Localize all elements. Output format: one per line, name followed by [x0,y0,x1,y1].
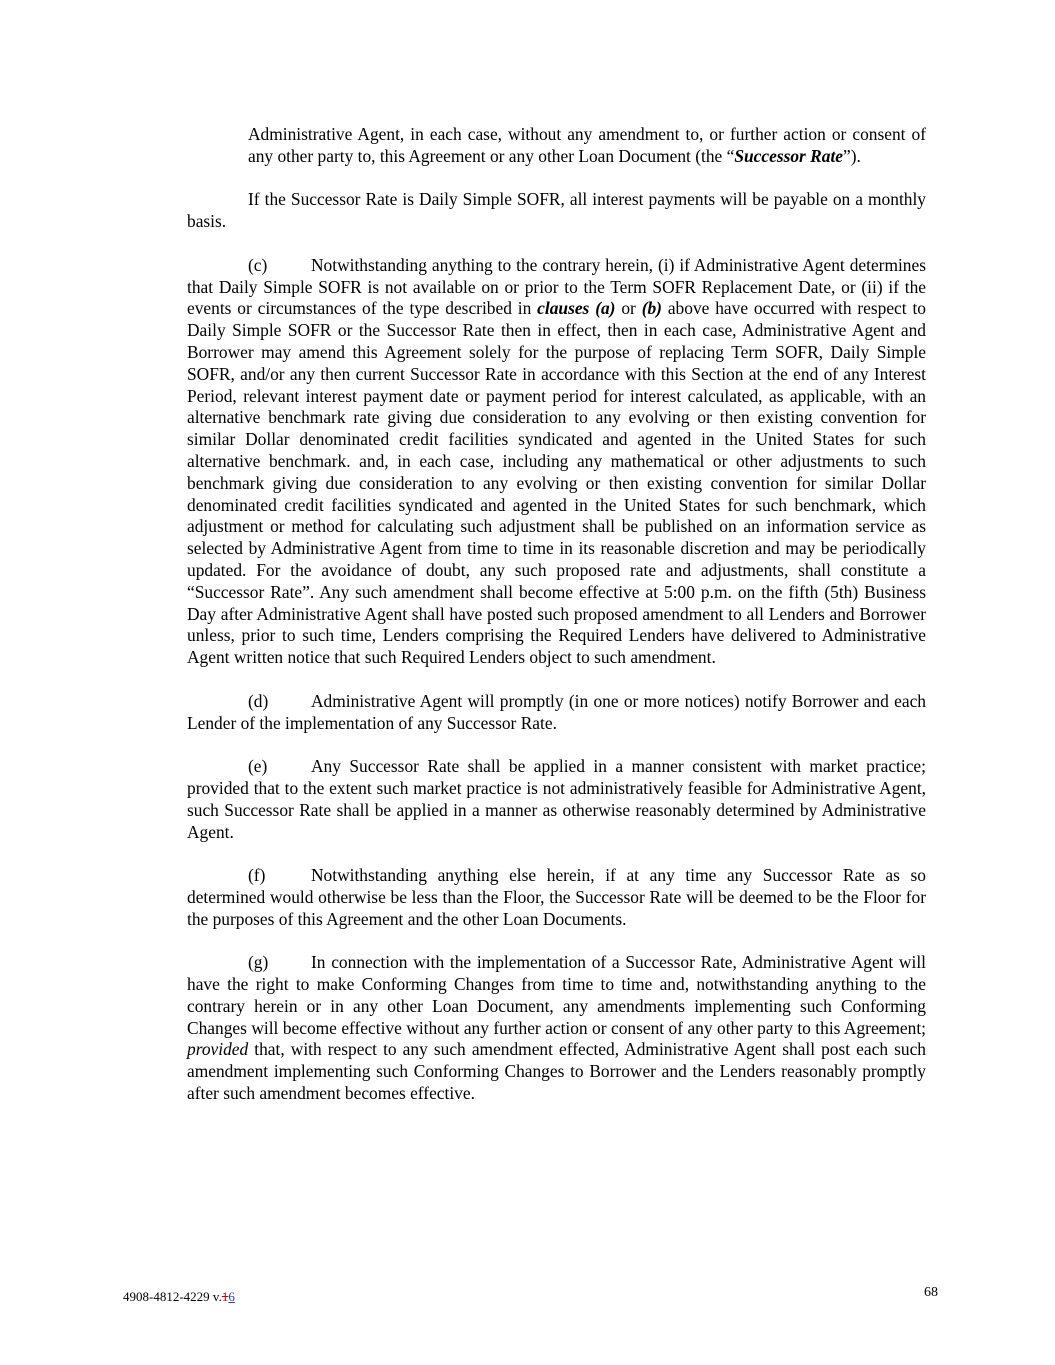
paragraph-text: Administrative Agent will promptly (in one or more notices) notify Borrower and each Lender of the implementation of any Successor Rate. [187,690,926,733]
document-body [187,124,926,1105]
inserted-version: 6 [228,1289,235,1304]
proviso-term: provided [187,1039,249,1060]
paragraph-text: Notwithstanding anything to the contrary herein, (i) if Administrative Agent determines that Daily Simple SOFR is not available on or prior to the Term SOFR Replacement Date, or (ii) if the events or circumstances of the type described in [187,254,926,319]
clause-label: (g) [248,952,269,973]
paragraph-text: above have occurred with respect to Daily Simple SOFR or the Successor Rate then in effect, then in each case, Administrative Agent and Borrower may amend this Agreement solely for the purpose of replacing Term SOFR, Daily Simple SOFR, and/or any then current Successor Rate in accordance with this Section at the end of any Interest Period, relevant interest payment date or payment period for interest calculated, as applicable, with an alternative benchmark rate giving due consideration to any evolving or then existing convention for similar Dollar denominated credit facilities syndicated and agented in the United States for such alternative benchmark. and, in each case, including any mathematical or other adjustments to such benchmark giving due consideration to any evolving or then existing convention for similar Dollar denominated credit facilities syndicated and agented in the United States for such benchmark, which adjustment or method for calculating such adjustment shall be published on an information service as selected by Administrative Agent from time to time in its reasonable discretion and may be periodically updated. For the avoidance of doubt, any such proposed rate and adjustments, shall constitute a “Successor Rate”. Any such amendment shall become effective at 5:00 p.m. on the fifth (5th) Business Day after Administrative Agent shall have posted such proposed amendment to all Lenders and Borrower unless, prior to such time, Lenders comprising the Required Lenders have delivered to Administrative Agent written notice that such Required Lenders object to such amendment. [187,298,927,668]
paragraph-text: Notwithstanding anything else herein, if at any time any Successor Rate as so determined would otherwise be less than the Floor, the Successor Rate will be deemed to be the Floor for the purposes of this Agreement and the other Loan Documents. [187,865,926,929]
paragraph-daily-simple-sofr [187,189,926,233]
paragraph-e [187,756,926,843]
paragraph-successor-rate-definition [248,124,926,168]
paragraph-text: Any Successor Rate shall be applied in a manner consistent with market practice; provided that to the extent such market practice is not administratively feasible for Administrative Agent, such Successor Rate shall be applied in a manner as otherwise reasonably determined by Administrative Agent. [187,756,926,842]
paragraph-text: In connection with the implementation of a Successor Rate, Administrative Agent will have the right to make Conforming Changes from time to time and, notwithstanding anything to the contrary herein or in any other Loan Document, any amendments implementing such Conforming Changes will become effective without any further action or consent of any other party to this Agreement; [187,952,926,1038]
paragraph-text: that, with respect to any such amendment effected, Administrative Agent shall post each such amendment implementing such Conforming Changes to Borrower and the Lenders reasonably promptly after such amendment becomes effective. [187,1039,926,1104]
paragraph-c [187,255,926,669]
defined-term: Successor Rate [734,145,844,166]
paragraph-text: If the Successor Rate is Daily Simple SOFR, all interest payments will be payable on a monthly basis. [187,189,926,232]
document-id: 4908-4812-4229 v. [123,1289,222,1304]
clause-label: (c) [248,254,268,275]
document-id-footer [123,1289,235,1305]
page-number: 68 [924,1285,938,1300]
paragraph-g [187,952,926,1105]
paragraph-text: or [615,298,642,319]
clause-label: (f) [248,865,266,886]
paragraph-text: Administrative Agent, in each case, without any amendment to, or further action or consent of any other party to, this Agreement or any other Loan Document (the “ [248,124,926,166]
paragraph-text: ”). [843,145,861,166]
deleted-version: 1 [221,1289,229,1304]
clause-label: (e) [248,756,268,777]
paragraph-d [187,691,926,735]
clause-reference: clauses (a) [537,298,616,319]
clause-label: (d) [248,690,269,711]
clause-reference: (b) [641,298,662,319]
paragraph-f [187,865,926,930]
